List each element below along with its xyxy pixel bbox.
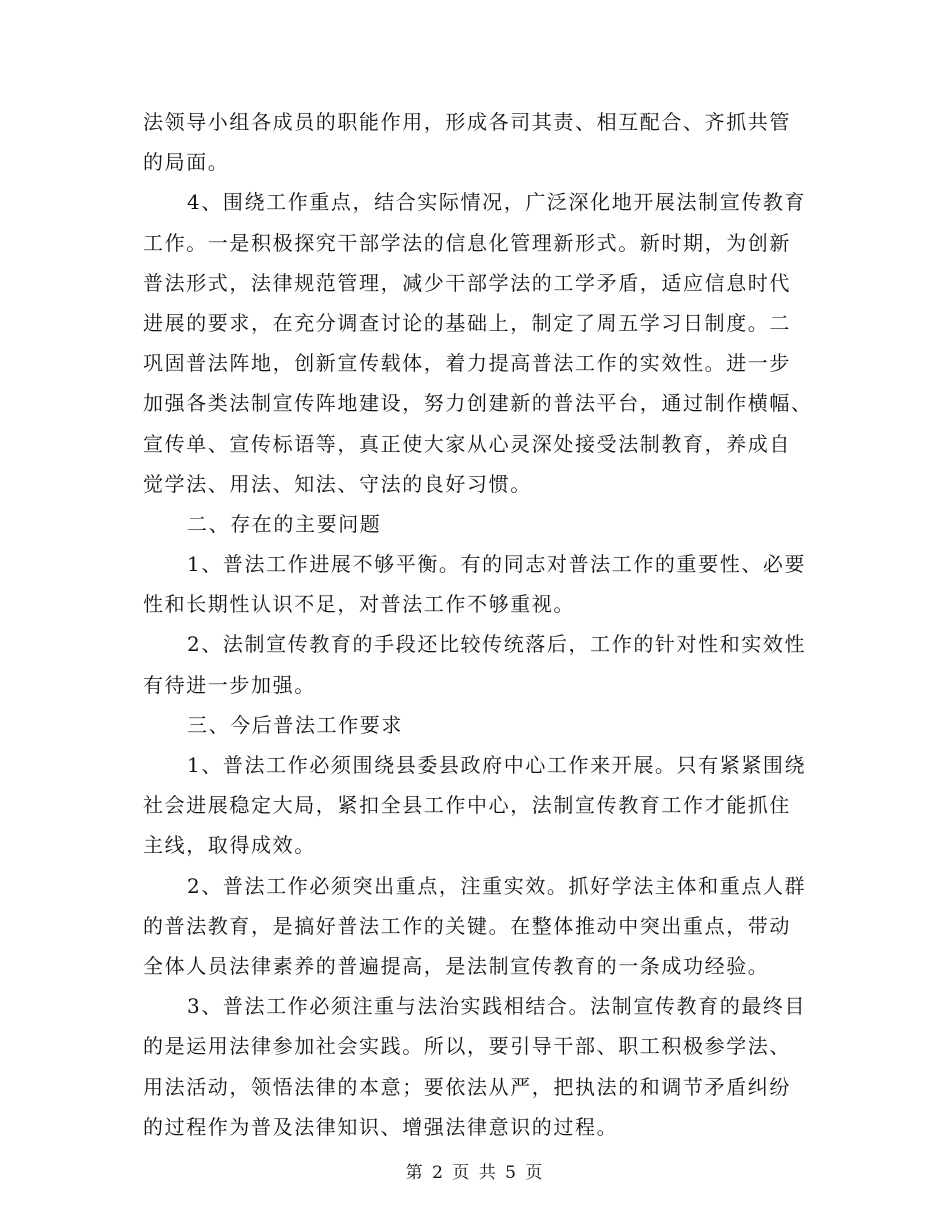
paragraph-first-line: 3、普法工作必须注重与法治实践相结合。法制宣传教育的最终目: [187, 994, 807, 1019]
paragraph-first-line: 1、普法工作进展不够平衡。有的同志对普法工作的重要性、必要: [187, 552, 807, 577]
text-line: 觉学法、用法、知法、守法的良好习惯。: [143, 471, 532, 496]
paragraph-first-line: 2、普法工作必须突出重点，注重实效。抓好学法主体和重点人群: [187, 873, 807, 898]
text-line: 的是运用法律参加社会实践。所以，要引导干部、职工积极参学法、: [143, 1034, 791, 1059]
text-line: 普法形式，法律规范管理，减少干部学法的工学矛盾，适应信息时代: [143, 270, 791, 295]
text-line: 工作。一是积极探究干部学法的信息化管理新形式。新时期，为创新: [143, 230, 791, 255]
page-number-footer: 第 2 页 共 5 页: [405, 1163, 545, 1183]
text-line: 加强各类法制宣传阵地建设，努力创建新的普法平台，通过制作横幅、: [143, 391, 813, 416]
text-line: 的局面。: [143, 150, 230, 175]
text-line: 主线，取得成效。: [143, 833, 316, 858]
paragraph-first-line: 2、法制宣传教育的手段还比较传统落后，工作的针对性和实效性: [187, 632, 807, 657]
text-line: 性和长期性认识不足，对普法工作不够重视。: [143, 592, 575, 617]
text-line: 全体人员法律素养的普遍提高，是法制宣传教育的一条成功经验。: [143, 953, 770, 978]
text-line: 有待进一步加强。: [143, 672, 316, 697]
section-heading: 三、今后普法工作要求: [187, 712, 403, 737]
paragraph-first-line: 4、围绕工作重点，结合实际情况，广泛深化地开展法制宣传教育: [187, 190, 807, 215]
text-line: 用法活动，领悟法律的本意；要依法从严，把执法的和调节矛盾纠纷: [143, 1074, 791, 1099]
section-heading: 二、存在的主要问题: [187, 511, 382, 536]
document-body: [143, 102, 813, 1147]
paragraph-first-line: 1、普法工作必须围绕县委县政府中心工作来开展。只有紧紧围绕: [187, 753, 807, 777]
text-line: 法领导小组各成员的职能作用，形成各司其责、相互配合、齐抓共管: [143, 110, 791, 134]
text-line: 的过程作为普及法律知识、增强法律意识的过程。: [143, 1114, 619, 1139]
text-line: 宣传单、宣传标语等，真正使大家从心灵深处接受法制教育，养成自: [143, 431, 791, 456]
text-line: 的普法教育，是搞好普法工作的关键。在整体推动中突出重点，带动: [143, 913, 791, 938]
text-line: 巩固普法阵地，创新宣传载体，着力提高普法工作的实效性。进一步: [143, 351, 791, 376]
text-line: 社会进展稳定大局，紧扣全县工作中心，法制宣传教育工作才能抓住: [143, 793, 791, 818]
text-line: 进展的要求，在充分调查讨论的基础上，制定了周五学习日制度。二: [143, 310, 791, 335]
